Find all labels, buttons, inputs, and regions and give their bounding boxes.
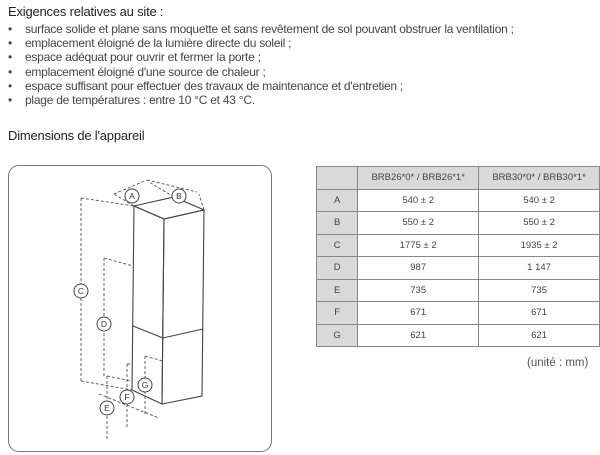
row-label: E — [317, 279, 358, 302]
fridge-drawing — [9, 166, 273, 453]
bullet: • — [8, 93, 12, 108]
row-label: F — [317, 302, 358, 325]
column-header: BRB30*0* / BRB30*1* — [479, 167, 600, 190]
table-row — [317, 302, 600, 325]
label-e: E — [104, 403, 110, 413]
column-header: BRB26*0* / BRB26*1* — [358, 167, 479, 190]
table-cell: 1775 ± 2 — [358, 234, 479, 257]
table-cell: 1 147 — [479, 257, 600, 280]
bullet: • — [8, 22, 12, 36]
list-item — [8, 50, 514, 64]
table-row — [317, 212, 600, 235]
requirement-text: espace suffisant pour effectuer des travaux de maintenance et d'entretien ; — [25, 78, 404, 93]
dimensions-table — [316, 166, 600, 347]
row-label: G — [317, 324, 358, 347]
table-row — [317, 324, 600, 347]
requirement-text: emplacement éloigné de la lumière directe du soleil ; — [25, 36, 292, 51]
door-split-side — [163, 329, 203, 338]
list-item — [8, 93, 514, 107]
list-item — [8, 22, 514, 36]
label-d: D — [100, 319, 108, 329]
bullet: • — [8, 78, 12, 93]
requirement-text: espace adéquat pour ouvrir et fermer la porte ; — [25, 50, 261, 65]
table-cell: 987 — [358, 257, 479, 280]
table-header-row — [317, 167, 600, 190]
table-cell: 1935 ± 2 — [479, 234, 600, 257]
list-item — [8, 79, 514, 93]
table-cell: 550 ± 2 — [358, 212, 479, 235]
list-item — [8, 36, 514, 50]
row-label: B — [317, 212, 358, 235]
table-cell: 621 — [358, 324, 479, 347]
door-split-front — [133, 326, 163, 338]
bullet: • — [8, 50, 12, 65]
table-cell: 735 — [479, 279, 600, 302]
table-row — [317, 234, 600, 257]
label-f: F — [124, 392, 130, 402]
table-corner-cell — [317, 167, 358, 190]
table-row — [317, 189, 600, 212]
requirement-text: surface solide et plane sans moquette et sans revêtement de sol pouvant obstruer la ventilation ; — [25, 22, 514, 36]
table-cell: 621 — [479, 324, 600, 347]
label-b: B — [176, 191, 182, 201]
fridge-side-face — [162, 210, 204, 404]
row-label: A — [317, 189, 358, 212]
dim-line-b — [147, 180, 197, 192]
appliance-dimension-diagram — [8, 165, 272, 452]
bullet: • — [8, 64, 12, 79]
table-cell: 550 ± 2 — [479, 212, 600, 235]
list-item — [8, 65, 514, 79]
unit-note: (unité : mm) — [527, 357, 589, 369]
table-cell: 671 — [358, 302, 479, 325]
requirement-text: plage de températures : entre 10 °C et 43 °C. — [25, 93, 255, 108]
dimensions-title: Dimensions de l'appareil — [8, 128, 145, 143]
bullet: • — [8, 36, 12, 51]
label-c: C — [77, 286, 85, 296]
requirement-text: emplacement éloigné d'une source de chaleur ; — [25, 64, 266, 79]
table-cell: 540 ± 2 — [479, 189, 600, 212]
table-cell: 671 — [479, 302, 600, 325]
requirements-list — [8, 22, 514, 107]
fridge-top-face — [134, 197, 204, 219]
table-row — [317, 257, 600, 280]
table-row — [317, 279, 600, 302]
requirements-title: Exigences relatives au site : — [8, 4, 164, 19]
label-a: A — [129, 191, 135, 201]
table-cell: 735 — [358, 279, 479, 302]
row-label: D — [317, 257, 358, 280]
row-label: C — [317, 234, 358, 257]
label-g: G — [141, 380, 149, 390]
fridge-front-face — [132, 206, 164, 404]
table-cell: 540 ± 2 — [358, 189, 479, 212]
